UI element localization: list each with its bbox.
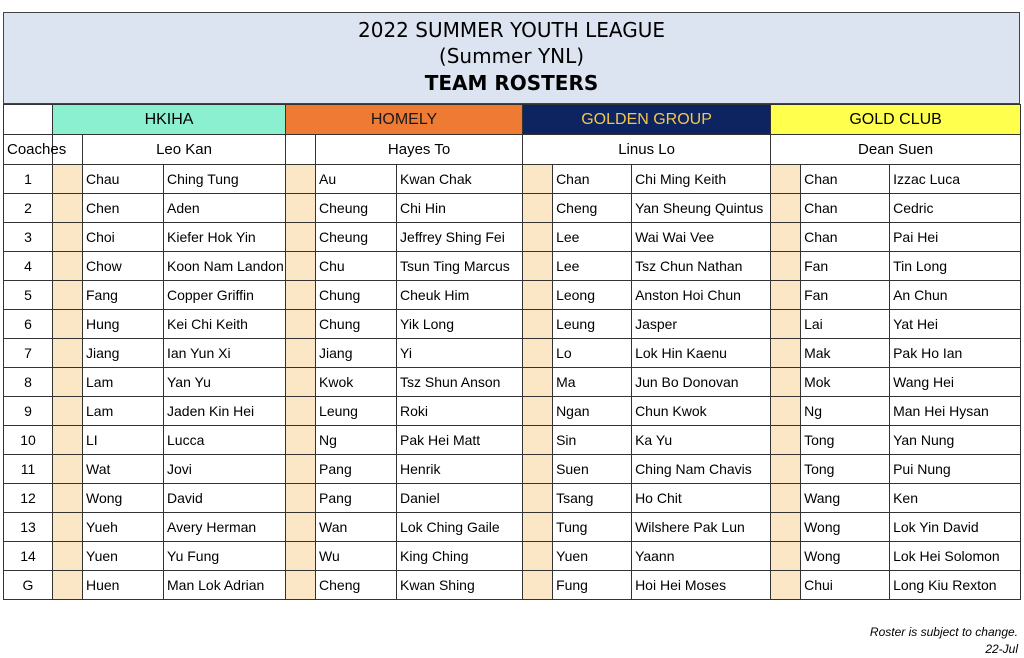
player-first-name: Kiefer Hok Yin: [164, 223, 286, 252]
jersey-cell: [286, 252, 316, 281]
player-first-name: Daniel: [397, 484, 523, 513]
team-header-row: [4, 105, 1021, 135]
player-first-name: Ching Nam Chavis: [632, 455, 771, 484]
player-first-name: Man Lok Adrian: [164, 571, 286, 600]
jersey-cell: [523, 397, 553, 426]
player-last-name: Pang: [316, 455, 397, 484]
team-golden-group-header: GOLDEN GROUP: [523, 105, 771, 135]
coach-spacer: [286, 135, 316, 165]
player-first-name: Avery Herman: [164, 513, 286, 542]
jersey-cell: [53, 484, 83, 513]
player-first-name: Pai Hei: [890, 223, 1021, 252]
jersey-cell: [771, 223, 801, 252]
jersey-cell: [523, 571, 553, 600]
jersey-cell: [53, 426, 83, 455]
jersey-cell: [53, 368, 83, 397]
player-last-name: Fan: [801, 281, 890, 310]
player-last-name: Cheng: [553, 194, 632, 223]
jersey-cell: [771, 368, 801, 397]
player-last-name: Chow: [83, 252, 164, 281]
player-number: 6: [4, 310, 53, 339]
player-first-name: Aden: [164, 194, 286, 223]
player-first-name: Yan Sheung Quintus: [632, 194, 771, 223]
player-last-name: Huen: [83, 571, 164, 600]
jersey-cell: [771, 252, 801, 281]
player-last-name: Wong: [801, 542, 890, 571]
jersey-cell: [523, 310, 553, 339]
player-first-name: Tsz Shun Anson: [397, 368, 523, 397]
roster-change-note: Roster is subject to change.: [869, 625, 1018, 639]
jersey-cell: [523, 165, 553, 194]
jersey-cell: [53, 397, 83, 426]
player-last-name: Ng: [801, 397, 890, 426]
player-first-name: King Ching: [397, 542, 523, 571]
table-row: [4, 455, 1021, 484]
coach-homely: Hayes To: [316, 135, 523, 165]
player-first-name: Ken: [890, 484, 1021, 513]
player-first-name: Lok Hei Solomon: [890, 542, 1021, 571]
player-last-name: Wu: [316, 542, 397, 571]
player-last-name: Chan: [801, 223, 890, 252]
player-number: 1: [4, 165, 53, 194]
player-first-name: Ian Yun Xi: [164, 339, 286, 368]
player-last-name: Chu: [316, 252, 397, 281]
player-last-name: Chung: [316, 281, 397, 310]
player-number: 2: [4, 194, 53, 223]
jersey-cell: [771, 542, 801, 571]
player-first-name: Chun Kwok: [632, 397, 771, 426]
roster-table: [3, 104, 1021, 600]
player-last-name: Fung: [553, 571, 632, 600]
player-first-name: Kwan Chak: [397, 165, 523, 194]
jersey-cell: [523, 513, 553, 542]
player-first-name: Cheuk Him: [397, 281, 523, 310]
player-last-name: Ng: [316, 426, 397, 455]
jersey-cell: [523, 542, 553, 571]
player-last-name: Leung: [553, 310, 632, 339]
player-last-name: Fan: [801, 252, 890, 281]
jersey-cell: [286, 484, 316, 513]
player-first-name: Yu Fung: [164, 542, 286, 571]
jersey-cell: [53, 310, 83, 339]
team-hkiha-header: HKIHA: [53, 105, 286, 135]
table-row: [4, 513, 1021, 542]
table-row: [4, 194, 1021, 223]
jersey-cell: [286, 542, 316, 571]
jersey-cell: [286, 397, 316, 426]
player-last-name: Leung: [316, 397, 397, 426]
jersey-cell: [523, 281, 553, 310]
player-last-name: Tong: [801, 426, 890, 455]
player-last-name: Wang: [801, 484, 890, 513]
jersey-cell: [523, 368, 553, 397]
jersey-cell: [523, 484, 553, 513]
player-first-name: Yan Yu: [164, 368, 286, 397]
table-row: [4, 339, 1021, 368]
jersey-cell: [286, 368, 316, 397]
player-last-name: Pang: [316, 484, 397, 513]
jersey-cell: [771, 571, 801, 600]
player-last-name: Chan: [801, 194, 890, 223]
player-number: 12: [4, 484, 53, 513]
player-first-name: Lok Ching Gaile: [397, 513, 523, 542]
player-first-name: Hoi Hei Moses: [632, 571, 771, 600]
jersey-cell: [53, 339, 83, 368]
player-first-name: Lucca: [164, 426, 286, 455]
jersey-cell: [286, 339, 316, 368]
jersey-cell: [523, 252, 553, 281]
player-last-name: Cheung: [316, 194, 397, 223]
jersey-cell: [771, 455, 801, 484]
player-first-name: Jeffrey Shing Fei: [397, 223, 523, 252]
jersey-cell: [286, 310, 316, 339]
player-last-name: Lam: [83, 397, 164, 426]
player-first-name: Ho Chit: [632, 484, 771, 513]
player-number: 8: [4, 368, 53, 397]
player-last-name: Sin: [553, 426, 632, 455]
jersey-cell: [771, 339, 801, 368]
player-first-name: Anston Hoi Chun: [632, 281, 771, 310]
league-subtitle: (Summer YNL): [438, 44, 585, 68]
jersey-cell: [53, 252, 83, 281]
table-row: [4, 165, 1021, 194]
player-first-name: Man Hei Hysan: [890, 397, 1021, 426]
player-first-name: Jun Bo Donovan: [632, 368, 771, 397]
player-last-name: Suen: [553, 455, 632, 484]
player-first-name: Yan Nung: [890, 426, 1021, 455]
coach-row: [4, 135, 1021, 165]
player-last-name: Tong: [801, 455, 890, 484]
player-last-name: Yueh: [83, 513, 164, 542]
table-row: [4, 426, 1021, 455]
player-first-name: Ching Tung: [164, 165, 286, 194]
jersey-cell: [771, 397, 801, 426]
player-first-name: Jaden Kin Hei: [164, 397, 286, 426]
player-number: 11: [4, 455, 53, 484]
player-last-name: Chan: [801, 165, 890, 194]
jersey-cell: [53, 455, 83, 484]
jersey-cell: [286, 513, 316, 542]
player-last-name: Mok: [801, 368, 890, 397]
player-first-name: Henrik: [397, 455, 523, 484]
player-first-name: Ka Yu: [632, 426, 771, 455]
team-gold-club-header: GOLD CLUB: [771, 105, 1021, 135]
table-row: [4, 368, 1021, 397]
player-first-name: Lok Yin David: [890, 513, 1021, 542]
player-last-name: Yuen: [553, 542, 632, 571]
player-last-name: Lam: [83, 368, 164, 397]
jersey-cell: [771, 513, 801, 542]
player-last-name: Cheung: [316, 223, 397, 252]
table-row: [4, 484, 1021, 513]
player-first-name: Pui Nung: [890, 455, 1021, 484]
player-first-name: Wai Wai Vee: [632, 223, 771, 252]
title-banner: [3, 12, 1020, 104]
player-last-name: Chan: [553, 165, 632, 194]
player-last-name: Chen: [83, 194, 164, 223]
player-first-name: Copper Griffin: [164, 281, 286, 310]
player-first-name: Yaann: [632, 542, 771, 571]
player-number: 3: [4, 223, 53, 252]
player-number: 5: [4, 281, 53, 310]
table-row: [4, 571, 1021, 600]
jersey-cell: [53, 542, 83, 571]
player-first-name: Tsz Chun Nathan: [632, 252, 771, 281]
player-first-name: Roki: [397, 397, 523, 426]
roster-date: 22-Jul: [985, 642, 1018, 656]
player-last-name: Cheng: [316, 571, 397, 600]
player-number: G: [4, 571, 53, 600]
player-last-name: Lee: [553, 252, 632, 281]
player-last-name: Tsang: [553, 484, 632, 513]
roster-sheet: [3, 12, 1020, 600]
league-title: 2022 SUMMER YOUTH LEAGUE: [358, 18, 665, 42]
player-last-name: LI: [83, 426, 164, 455]
player-last-name: Ngan: [553, 397, 632, 426]
jersey-cell: [53, 513, 83, 542]
player-first-name: Cedric: [890, 194, 1021, 223]
jersey-cell: [523, 455, 553, 484]
jersey-cell: [53, 223, 83, 252]
player-first-name: Jasper: [632, 310, 771, 339]
coach-gold-club: Dean Suen: [771, 135, 1021, 165]
player-first-name: Chi Ming Keith: [632, 165, 771, 194]
player-last-name: Chau: [83, 165, 164, 194]
corner-cell: [4, 105, 53, 135]
player-last-name: Wong: [801, 513, 890, 542]
jersey-cell: [771, 484, 801, 513]
table-row: [4, 542, 1021, 571]
player-last-name: Choi: [83, 223, 164, 252]
player-last-name: Hung: [83, 310, 164, 339]
jersey-cell: [771, 165, 801, 194]
player-number: 10: [4, 426, 53, 455]
player-first-name: Kwan Shing: [397, 571, 523, 600]
coaches-label: Coaches: [4, 135, 53, 165]
player-first-name: Lok Hin Kaenu: [632, 339, 771, 368]
roster-heading: TEAM ROSTERS: [424, 71, 599, 95]
player-last-name: Mak: [801, 339, 890, 368]
player-last-name: Chung: [316, 310, 397, 339]
jersey-cell: [771, 194, 801, 223]
player-first-name: Pak Hei Matt: [397, 426, 523, 455]
player-first-name: Pak Ho Ian: [890, 339, 1021, 368]
jersey-cell: [523, 339, 553, 368]
coach-golden-group: Linus Lo: [523, 135, 771, 165]
player-last-name: Kwok: [316, 368, 397, 397]
table-row: [4, 310, 1021, 339]
player-number: 4: [4, 252, 53, 281]
table-row: [4, 397, 1021, 426]
jersey-cell: [53, 281, 83, 310]
player-last-name: Fang: [83, 281, 164, 310]
player-last-name: Lo: [553, 339, 632, 368]
jersey-cell: [286, 165, 316, 194]
jersey-cell: [53, 194, 83, 223]
jersey-cell: [771, 310, 801, 339]
player-first-name: Yik Long: [397, 310, 523, 339]
player-first-name: Long Kiu Rexton: [890, 571, 1021, 600]
player-first-name: Yat Hei: [890, 310, 1021, 339]
coach-hkiha: Leo Kan: [83, 135, 286, 165]
jersey-cell: [523, 223, 553, 252]
player-number: 14: [4, 542, 53, 571]
player-last-name: Jiang: [316, 339, 397, 368]
table-row: [4, 223, 1021, 252]
player-first-name: Jovi: [164, 455, 286, 484]
player-first-name: Yi: [397, 339, 523, 368]
player-last-name: Lai: [801, 310, 890, 339]
player-first-name: Wilshere Pak Lun: [632, 513, 771, 542]
player-first-name: An Chun: [890, 281, 1021, 310]
player-first-name: Kei Chi Keith: [164, 310, 286, 339]
jersey-cell: [523, 194, 553, 223]
jersey-cell: [771, 281, 801, 310]
player-first-name: Koon Nam Landon: [164, 252, 286, 281]
player-last-name: Jiang: [83, 339, 164, 368]
player-first-name: Izzac Luca: [890, 165, 1021, 194]
jersey-cell: [771, 426, 801, 455]
player-last-name: Leong: [553, 281, 632, 310]
player-last-name: Yuen: [83, 542, 164, 571]
player-last-name: Lee: [553, 223, 632, 252]
jersey-cell: [53, 571, 83, 600]
player-number: 13: [4, 513, 53, 542]
player-last-name: Wong: [83, 484, 164, 513]
jersey-cell: [286, 194, 316, 223]
player-number: 7: [4, 339, 53, 368]
player-first-name: Tsun Ting Marcus: [397, 252, 523, 281]
jersey-cell: [286, 426, 316, 455]
player-first-name: Wang Hei: [890, 368, 1021, 397]
player-first-name: Tin Long: [890, 252, 1021, 281]
player-last-name: Wat: [83, 455, 164, 484]
player-number: 9: [4, 397, 53, 426]
player-last-name: Au: [316, 165, 397, 194]
jersey-cell: [286, 571, 316, 600]
table-row: [4, 252, 1021, 281]
jersey-cell: [286, 281, 316, 310]
table-row: [4, 281, 1021, 310]
player-last-name: Ma: [553, 368, 632, 397]
footer-note: [870, 624, 1018, 658]
jersey-cell: [53, 165, 83, 194]
player-last-name: Wan: [316, 513, 397, 542]
team-homely-header: HOMELY: [286, 105, 523, 135]
jersey-cell: [286, 455, 316, 484]
jersey-cell: [523, 426, 553, 455]
jersey-cell: [286, 223, 316, 252]
player-last-name: Chui: [801, 571, 890, 600]
player-first-name: David: [164, 484, 286, 513]
player-last-name: Tung: [553, 513, 632, 542]
player-first-name: Chi Hin: [397, 194, 523, 223]
